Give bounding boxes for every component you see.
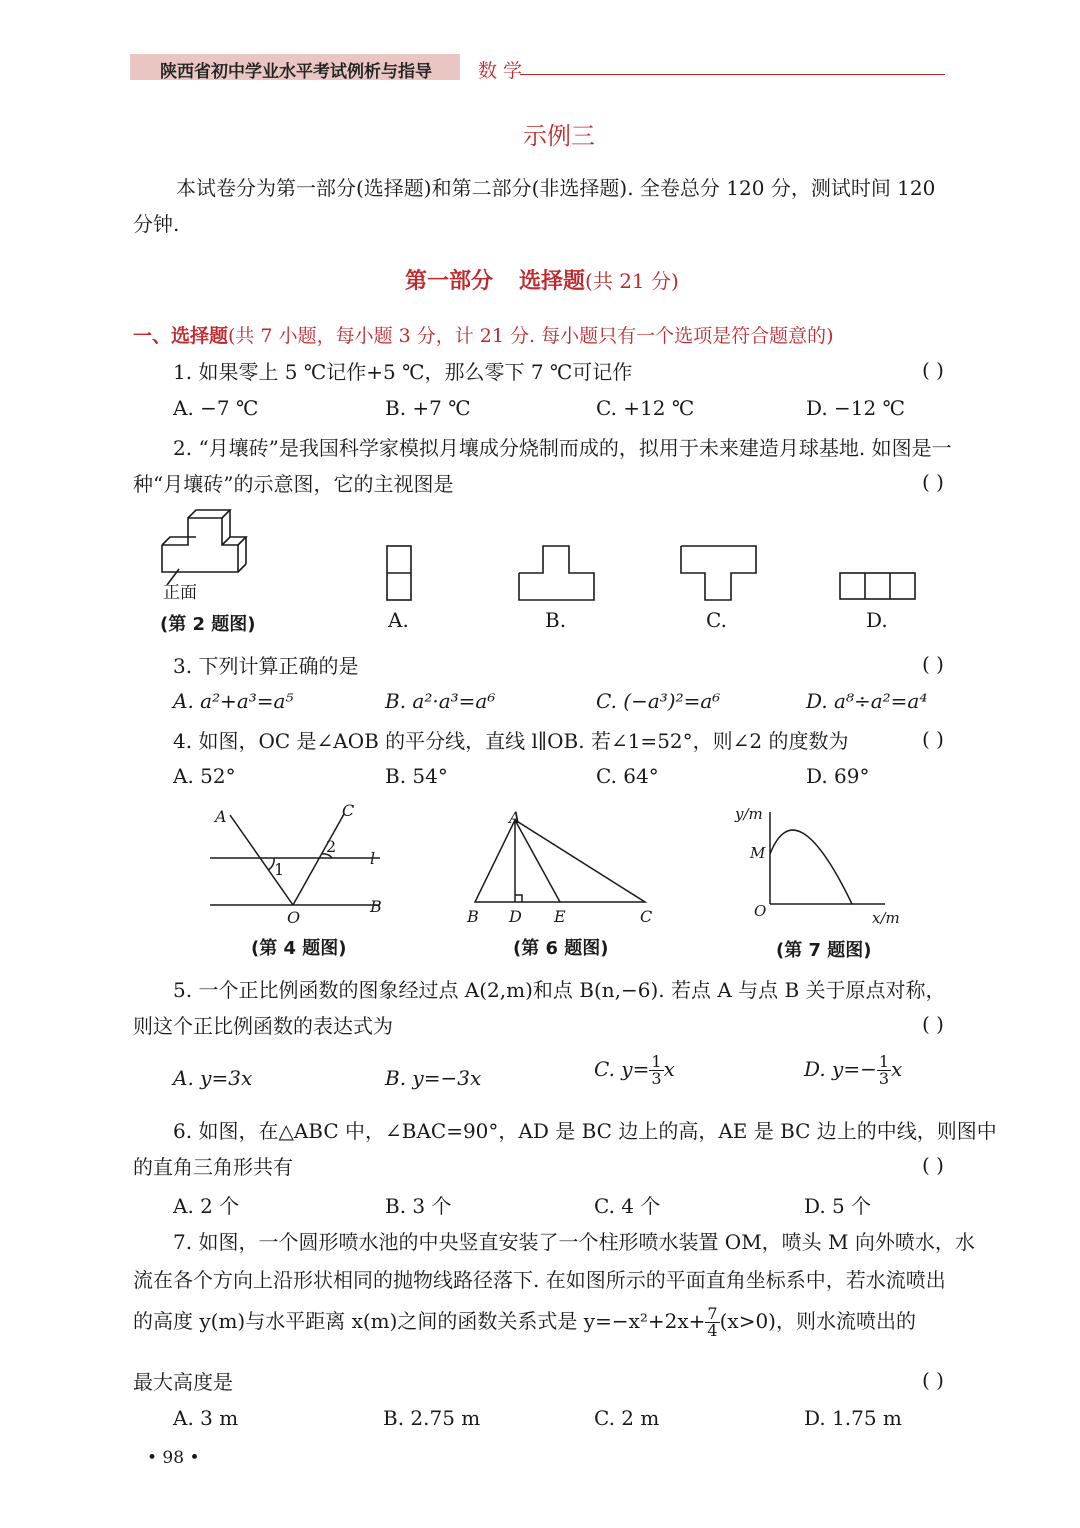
part1-title-a: 第一部分: [405, 268, 494, 294]
q4-option-c: C. 64°: [596, 764, 659, 788]
q4-figure: [200, 800, 400, 930]
q5-option-c: [594, 1054, 675, 1087]
q7-line-3-fraction: [705, 1306, 719, 1339]
intro-line-2: 分钟.: [133, 212, 180, 236]
q5-option-c-num: 1: [651, 1052, 662, 1071]
q7-caption: (第 7 题图): [776, 940, 872, 961]
q5-option-c-post: x: [663, 1057, 675, 1081]
q1-stem: 1. 如果零上 5 ℃记作+5 ℃，那么零下 7 ℃可记作: [173, 360, 633, 384]
q6-label-d: D: [509, 907, 522, 926]
q1-answer-paren: ( ): [922, 358, 944, 382]
q5-option-d: [804, 1054, 902, 1087]
q7-option-c: C. 2 m: [594, 1406, 660, 1430]
q6-label-e: E: [554, 907, 566, 926]
q6-option-b: B. 3 个: [385, 1194, 452, 1218]
q2-option-a-figure: [380, 540, 420, 606]
q2-option-b-figure: [512, 540, 602, 606]
q4-option-b: B. 54°: [385, 764, 448, 788]
q7-label-o: O: [754, 902, 767, 920]
q4-label-o: O: [287, 908, 301, 927]
q5-line-1: 5. 一个正比例函数的图象经过点 A(2,m)和点 B(n,−6). 若点 A 与点 B 关于原点对称，: [173, 978, 946, 1002]
q5-option-c-den: 3: [651, 1069, 662, 1088]
q5-option-d-den: 3: [878, 1069, 890, 1088]
q7-line-4: 最大高度是: [133, 1370, 233, 1394]
q2-line-2: 种“月壤砖”的示意图，它的主视图是: [133, 472, 454, 496]
q6-line-1: 6. 如图，在△ABC 中，∠BAC=90°，AD 是 BC 边上的高，AE 是 BC 边上的中线，则图中: [173, 1119, 997, 1143]
q1-option-a: A. −7 ℃: [173, 396, 259, 420]
q7-option-a: A. 3 m: [173, 1406, 239, 1430]
q7-option-d: D. 1.75 m: [804, 1406, 902, 1430]
book-title: 陕西省初中学业水平考试例析与指导: [160, 62, 432, 82]
q2-option-d: D.: [866, 608, 888, 632]
q5-option-c-fraction: [649, 1054, 663, 1087]
section1-heading: [133, 321, 834, 348]
q7-line-3-den: 4: [707, 1321, 718, 1340]
q4-label-2: 2: [326, 837, 337, 856]
line-oc: [293, 814, 344, 905]
q7-line-2: 流在各个方向上沿形状相同的抛物线路径落下. 在如图所示的平面直角坐标系中，若水流喷出: [133, 1268, 946, 1292]
q4-label-c: C: [342, 801, 355, 820]
q2-option-a: A.: [388, 608, 409, 632]
q6-label-b: B: [467, 907, 479, 926]
q5-line-2: 则这个正比例函数的表达式为: [133, 1014, 393, 1038]
q4-label-b: B: [370, 897, 382, 916]
intro-line-1: 本试卷分为第一部分(选择题)和第二部分(非选择题). 全卷总分 120 分，测试时间 120: [176, 176, 936, 200]
q4-answer-paren: ( ): [922, 727, 944, 751]
q7-answer-paren: ( ): [922, 1368, 944, 1392]
q4-stem: 4. 如图，OC 是∠AOB 的平分线，直线 l∥OB. 若∠1=52°，则∠2 的度数为: [173, 729, 849, 753]
q7-line-3-pre: 的高度 y(m)与水平距离 x(m)之间的函数关系式是 y=−x²+2x+: [133, 1309, 706, 1333]
q7-label-m: M: [750, 844, 766, 862]
q2-answer-paren: ( ): [922, 470, 944, 494]
q2-line-1: 2. “月壤砖”是我国科学家模拟月壤成分烧制而成的，拟用于未来建造月球基地. 如图是一: [173, 436, 952, 460]
q7-line-3-num: 7: [707, 1304, 718, 1323]
part1-title-b: 选择题: [519, 268, 586, 294]
part1-title-c: (共 21 分): [585, 269, 679, 293]
header-rule: [520, 74, 945, 75]
q1-option-d: D. −12 ℃: [806, 396, 905, 420]
q6-label-c: C: [640, 907, 653, 926]
q4-option-d: D. 69°: [806, 764, 870, 788]
q4-label-l: l: [370, 849, 376, 868]
q7-line-3-post: (x>0)，则水流喷出的: [719, 1309, 916, 1333]
q2-option-c-figure: [674, 540, 764, 606]
q4-label-a: A: [215, 807, 227, 826]
q5-answer-paren: ( ): [922, 1012, 944, 1036]
q7-line-3: [133, 1306, 916, 1339]
q2-option-c: C.: [706, 608, 727, 632]
q6-option-d: D. 5 个: [804, 1194, 872, 1218]
q5-option-d-fraction: [877, 1054, 891, 1087]
example-title: 示例三: [523, 122, 595, 150]
q1-option-c: C. +12 ℃: [596, 396, 695, 420]
q5-option-d-post: x: [891, 1057, 903, 1081]
q3-option-d: D. a⁸÷a²=a⁴: [806, 689, 928, 713]
q5-option-d-num: 1: [878, 1052, 890, 1071]
q7-figure: [730, 800, 910, 930]
q2-front-label: 正面: [163, 583, 197, 603]
q2-option-d-figure: [834, 565, 924, 605]
q7-line-1: 7. 如图，一个圆形喷水池的中央竖直安装了一个柱形喷水装置 OM，喷头 M 向外喷水，水: [173, 1230, 975, 1254]
q3-option-c: C. (−a³)²=a⁶: [596, 689, 721, 713]
subject-label: 数 学: [478, 60, 523, 82]
q7-label-y: y/m: [735, 805, 763, 823]
q7-label-x: x/m: [872, 909, 900, 927]
q6-option-a: A. 2 个: [173, 1194, 240, 1218]
q4-label-1: 1: [274, 860, 285, 879]
q6-label-a: A: [509, 808, 521, 827]
section1-desc: (共 7 小题，每小题 3 分，计 21 分. 每小题只有一个选项是符合题意的): [228, 325, 834, 347]
q6-line-2: 的直角三角形共有: [133, 1155, 293, 1179]
q6-caption: (第 6 题图): [513, 938, 609, 959]
q6-option-c: C. 4 个: [594, 1194, 661, 1218]
q6-figure: [460, 805, 660, 930]
q5-option-c-pre: C. y=: [594, 1057, 650, 1081]
q5-option-a: A. y=3x: [173, 1066, 253, 1090]
parabola: [770, 830, 852, 904]
q4-caption: (第 4 题图): [251, 938, 347, 959]
page-number: • 98 •: [147, 1448, 200, 1468]
q3-stem: 3. 下列计算正确的是: [173, 654, 359, 678]
section1-label: 一、选择题: [133, 325, 229, 347]
triangle-abc: [475, 820, 645, 902]
q3-answer-paren: ( ): [922, 652, 944, 676]
q7-option-b: B. 2.75 m: [383, 1406, 481, 1430]
q5-option-b: B. y=−3x: [385, 1066, 482, 1090]
q2-caption: (第 2 题图): [160, 614, 256, 635]
q2-option-b: B.: [545, 608, 567, 632]
q1-option-b: B. +7 ℃: [385, 396, 471, 420]
q3-option-a: A. a²+a³=a⁵: [173, 689, 294, 713]
q4-option-a: A. 52°: [173, 764, 236, 788]
part1-title: [405, 264, 679, 295]
q5-option-d-pre: D. y=−: [804, 1057, 877, 1081]
q3-option-b: B. a²·a³=a⁶: [385, 689, 496, 713]
q6-answer-paren: ( ): [922, 1153, 944, 1177]
median-ae: [515, 820, 560, 902]
